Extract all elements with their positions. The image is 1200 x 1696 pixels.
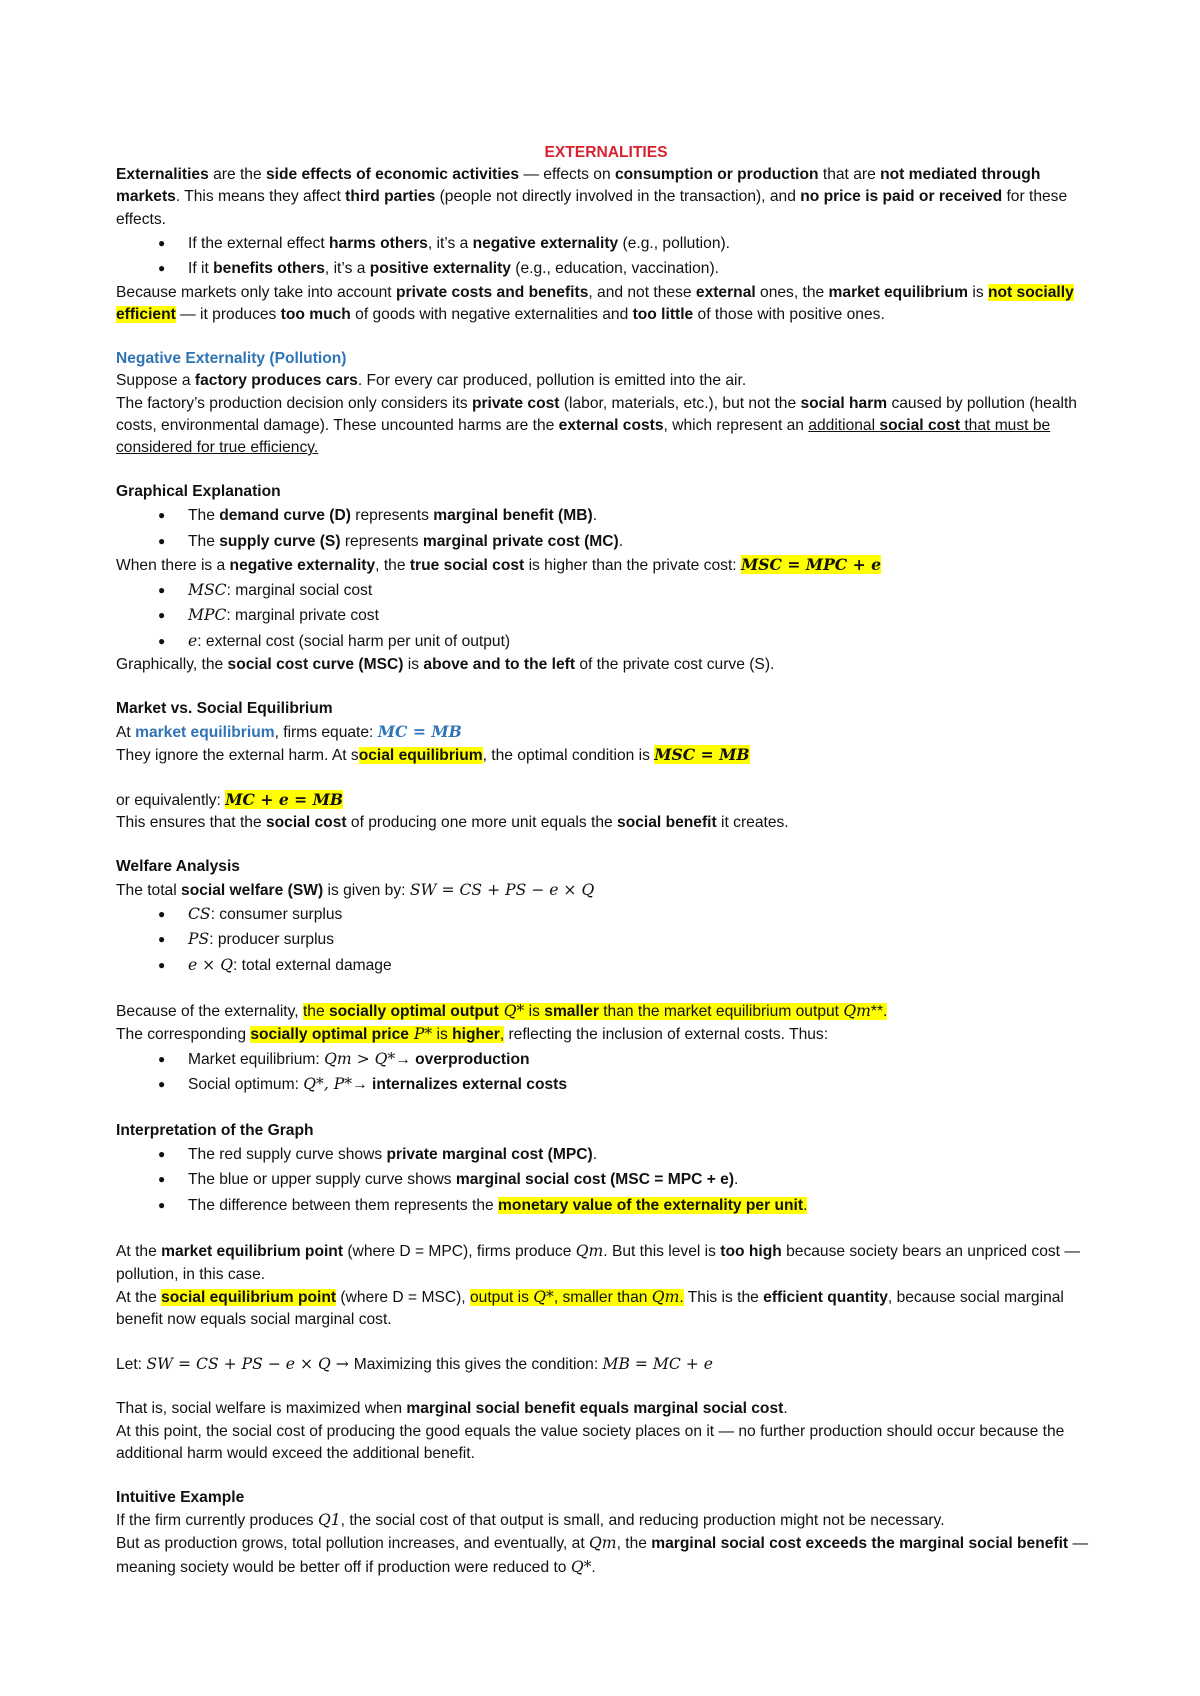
- document-title: EXTERNALITIES: [544, 144, 668, 161]
- text-span: Because of the externality,: [116, 1003, 303, 1021]
- interpretation-paragraph-4: At this point, the social cost of producing the good equals the value society places on it — no further production should occur because the additional harm would exceed the additional benefit.: [116, 1422, 1065, 1462]
- text-span: too little: [632, 306, 694, 324]
- highlight: not socially efficient: [116, 283, 1074, 324]
- text-span: market equilibrium: [135, 723, 275, 741]
- text-span: side effects of economic activities: [265, 166, 520, 184]
- text-span: private costs and benefits: [395, 283, 589, 301]
- text-span: The: [188, 507, 220, 525]
- text-span: is: [432, 1026, 453, 1044]
- welfare-summary-list: [116, 1047, 1096, 1098]
- text-span: marginal benefit (MB): [433, 507, 593, 525]
- text-span: output is: [469, 1288, 534, 1306]
- text-span: This is the: [683, 1288, 764, 1306]
- text-span: e × Q: [188, 955, 233, 974]
- text-span: , the: [616, 1535, 652, 1553]
- text-span: reflecting the inclusion of external costs. Thus:: [504, 1026, 829, 1044]
- graph-list: [116, 503, 1096, 554]
- text-span: represents: [350, 507, 434, 525]
- text-span: Q*: [498, 1002, 525, 1021]
- formula-mc-mb: MC = MB: [377, 721, 462, 741]
- text-span: , the: [375, 557, 410, 575]
- text-span: not mediated through markets: [116, 166, 1041, 206]
- text-span: The factory’s production decision only considers its: [116, 394, 472, 412]
- text-span: : marginal social cost: [226, 581, 373, 599]
- list-item: [188, 603, 1096, 629]
- text-span: social cost: [265, 814, 347, 832]
- list-item: [188, 902, 1096, 928]
- text-span: , it’s a: [427, 234, 473, 252]
- text-span: that must be considered for true efficiency.: [116, 416, 1051, 457]
- text-span: ,: [499, 1026, 505, 1044]
- text-span: supply curve (S): [219, 532, 341, 550]
- text-span: Qm: [651, 1287, 680, 1306]
- list-item: [188, 953, 1096, 979]
- text-span: market equilibrium point: [161, 1243, 344, 1261]
- text-span: negative externality: [229, 557, 376, 575]
- mvs-line-3: [116, 789, 1096, 812]
- text-span: If it: [188, 260, 214, 278]
- text-group: [303, 1003, 887, 1020]
- text-span: true social cost: [409, 557, 525, 575]
- text-span: monetary value of the externality per unit: [498, 1196, 804, 1214]
- interpretation-paragraph-3: [116, 1398, 1096, 1420]
- text-span: — it produces: [175, 306, 281, 324]
- text-span: PS: [188, 930, 210, 949]
- text-span: , because social marginal benefit now equals social marginal cost.: [116, 1288, 1064, 1328]
- text-span: →: [352, 1076, 372, 1094]
- text-span: They ignore the external harm. At s: [116, 746, 359, 764]
- text-span: (people not directly involved in the transaction), and: [435, 188, 801, 206]
- text-span: positive externality: [369, 260, 511, 278]
- text-span: of those with positive ones.: [693, 306, 885, 324]
- text-span: At the: [116, 1288, 162, 1306]
- text-span: private cost: [471, 394, 560, 412]
- text-span: marginal social cost (MSC = MPC + e): [455, 1171, 735, 1189]
- text-span: (where D = MSC),: [336, 1288, 470, 1306]
- text-span: Suppose a: [116, 372, 195, 390]
- text-span: it creates.: [716, 814, 789, 832]
- text-span: — effects on: [519, 166, 615, 184]
- text-span: external: [695, 283, 756, 301]
- list-item: [188, 927, 1096, 953]
- text-span: .: [591, 1558, 596, 1576]
- interpretation-paragraph-1: [116, 1240, 1096, 1285]
- text-span: private marginal cost (MPC): [386, 1145, 593, 1163]
- list-item: [188, 629, 1096, 655]
- text-span: social harm: [800, 394, 888, 412]
- text-span: negative externality: [472, 234, 619, 252]
- text-span: marginal private cost (MC): [422, 532, 619, 550]
- text-span: because society bears an unpriced cost — pollution, in this case.: [116, 1243, 1080, 1283]
- text-span: socially optimal output: [328, 1003, 499, 1021]
- graph-msc-paragraph: [116, 554, 1096, 577]
- intuitive-line-1: [116, 1509, 1096, 1532]
- welfare-definitions-list: [116, 902, 1096, 979]
- text-span: Qm: [843, 1002, 871, 1021]
- text-span: If the firm currently produces: [116, 1512, 318, 1530]
- text-span: MPC: [188, 606, 227, 625]
- text-group: [470, 1289, 684, 1306]
- text-span: **.: [870, 1003, 888, 1021]
- text-span: for these effects.: [116, 188, 1068, 228]
- text-span: demand curve (D): [219, 507, 351, 525]
- list-item: [188, 256, 1096, 282]
- welfare-paragraph-1: [116, 1000, 1096, 1023]
- text-span: (labor, materials, etc.), but not the: [559, 394, 801, 412]
- formula-msc: MSC = MPC + e: [740, 555, 882, 575]
- text-span: social equilibrium point: [161, 1288, 337, 1306]
- text-span: SW = CS + PS − e × Q →: [146, 1355, 354, 1374]
- text-span: of the private cost curve (S).: [575, 656, 775, 674]
- text-span: .: [803, 1196, 808, 1214]
- text-span: Qm: [575, 1242, 604, 1261]
- text-span: The corresponding: [116, 1026, 251, 1044]
- welfare-paragraph-2: [116, 1023, 1096, 1046]
- section-heading-market-vs-social: Market vs. Social Equilibrium: [116, 700, 333, 718]
- text-span: At: [116, 723, 136, 741]
- section-heading-graphical-explanation: Graphical Explanation: [116, 483, 281, 501]
- interpretation-paragraph-2: [116, 1286, 1096, 1331]
- text-span: Qm: [589, 1534, 617, 1553]
- text-span: is higher than the private cost:: [524, 557, 741, 575]
- text-span: This ensures that the: [116, 814, 266, 832]
- text-span: . This means they affect: [175, 188, 346, 206]
- text-span: But as production grows, total pollution increases, and eventually, at: [116, 1535, 589, 1553]
- text-span: represents: [340, 532, 423, 550]
- text-span: Graphically, the: [116, 656, 228, 674]
- text-span: , smaller than: [553, 1288, 652, 1306]
- text-span: overproduction: [415, 1050, 530, 1068]
- text-span: — meaning society would be better off if production were reduced to: [116, 1535, 1089, 1576]
- text-span: That is, social welfare is maximized when: [116, 1400, 407, 1418]
- text-span: Q*, P*: [303, 1075, 353, 1094]
- text-span: higher: [452, 1026, 500, 1044]
- text-span: ones, the: [755, 283, 829, 301]
- text-span: are the: [208, 166, 266, 184]
- intro-list: [116, 231, 1096, 282]
- text-span: too high: [720, 1243, 782, 1261]
- text-span: smaller: [544, 1003, 599, 1021]
- section-heading-negative-externality: Negative Externality (Pollution): [116, 350, 347, 368]
- text-span: factory produces cars: [194, 372, 358, 390]
- text-span: market equilibrium: [828, 283, 969, 301]
- negative-paragraph-2: [116, 393, 1096, 460]
- text-span: caused by pollution (health costs, environmental damage). These uncounted harms are the: [116, 394, 1077, 434]
- mvs-line-2: [116, 744, 1096, 767]
- section-heading-intuitive-example: Intuitive Example: [116, 1489, 245, 1506]
- text-span: The: [188, 532, 220, 550]
- text-span: .: [592, 1145, 598, 1163]
- text-span: : total external damage: [233, 956, 392, 974]
- text-span: P*: [408, 1025, 433, 1044]
- text-span: : marginal private cost: [226, 607, 379, 625]
- interpretation-formula-line: [116, 1353, 1096, 1376]
- text-span: .: [783, 1400, 788, 1418]
- text-span: social cost curve (MSC): [227, 656, 404, 674]
- list-item: [188, 1047, 1096, 1073]
- text-span: Because markets only take into account: [116, 283, 396, 301]
- text-span: At the: [116, 1243, 162, 1261]
- text-span: efficient quantity: [763, 1288, 888, 1306]
- text-group: [250, 1026, 504, 1043]
- list-item: [188, 1167, 1096, 1193]
- text-span: is: [524, 1003, 545, 1021]
- list-item: [188, 1072, 1096, 1098]
- text-span: .: [679, 1288, 684, 1306]
- text-span: Let:: [116, 1356, 147, 1374]
- mvs-line-4: [116, 812, 1096, 834]
- text-span: third parties: [345, 188, 436, 206]
- text-span: Qm > Q*: [324, 1049, 396, 1068]
- text-span: social cost: [879, 416, 961, 434]
- formula-sw: SW = CS + PS − e × Q: [409, 880, 595, 899]
- graph-position-paragraph: [116, 654, 1096, 676]
- text-span: internalizes external costs: [372, 1076, 568, 1094]
- welfare-line-1: [116, 879, 1096, 902]
- text-span: Maximizing this gives the condition:: [353, 1356, 603, 1374]
- text-span: of goods with negative externalities and: [350, 306, 633, 324]
- list-item: [188, 529, 1096, 555]
- text-span: consumption or production: [614, 166, 819, 184]
- text-span: ocial equilibrium: [358, 746, 483, 764]
- text-span: →: [395, 1050, 416, 1068]
- text-span: .: [734, 1171, 739, 1189]
- text-span: MSC: [188, 580, 227, 599]
- section-heading-welfare-analysis: Welfare Analysis: [116, 858, 240, 876]
- formula-msc-mb: MSC = MB: [654, 744, 750, 764]
- text-span: The red supply curve shows: [188, 1145, 387, 1163]
- negative-paragraph-1: [116, 370, 1096, 392]
- text-span: .: [592, 507, 598, 525]
- text-span: harms others: [329, 234, 428, 252]
- text-span: social welfare (SW): [181, 881, 324, 899]
- text-span: marginal social benefit equals marginal social cost: [406, 1400, 784, 1418]
- list-item: [188, 578, 1096, 604]
- formula-mc-e-mb: MC + e = MB: [225, 789, 344, 809]
- list-item: [188, 503, 1096, 529]
- intuitive-line-2: [116, 1532, 1096, 1578]
- text-span: .: [618, 532, 624, 550]
- text-span: social benefit: [617, 814, 717, 832]
- text-span: , the optimal condition is: [482, 746, 655, 764]
- text-span: , the social cost of that output is small, and reducing production might not be necessary.: [340, 1512, 945, 1530]
- text-span: , it’s a: [324, 260, 370, 278]
- text-span: , firms equate:: [274, 723, 378, 741]
- text-span: (e.g., pollution).: [618, 234, 731, 252]
- text-span: is: [403, 656, 424, 674]
- list-item: [188, 231, 1096, 257]
- text-span: above and to the left: [423, 656, 576, 674]
- text-span: The total: [116, 881, 182, 899]
- text-span: : producer surplus: [209, 931, 334, 949]
- text-span: Q*: [570, 1557, 592, 1576]
- text-span: is: [968, 283, 988, 301]
- section-heading-interpretation: Interpretation of the Graph: [116, 1121, 314, 1139]
- text-span: external costs: [558, 416, 664, 434]
- text-span: Q*: [533, 1287, 554, 1306]
- list-item: [188, 1142, 1096, 1168]
- text-span: : external cost (social harm per unit of output): [197, 632, 511, 650]
- text-span: The blue or upper supply curve shows: [188, 1171, 456, 1189]
- text-span: Externalities: [116, 166, 209, 184]
- text-span: , which represent an: [663, 416, 809, 434]
- text-span: . For every car produced, pollution is emitted into the air.: [357, 372, 747, 390]
- text-span: too much: [280, 306, 351, 324]
- text-span: Market equilibrium:: [188, 1050, 325, 1068]
- text-span: additional: [808, 416, 880, 434]
- text-span: : consumer surplus: [210, 905, 343, 923]
- text-span: (e.g., education, vaccination).: [510, 260, 720, 278]
- graph-definitions-list: [116, 578, 1096, 655]
- intro-paragraph: [116, 164, 1096, 231]
- text-span: benefits others: [213, 260, 325, 278]
- text-span: If the external effect: [188, 234, 330, 252]
- text-span: that are: [818, 166, 881, 184]
- text-span: is given by:: [323, 881, 410, 899]
- intro-efficiency-paragraph: [116, 282, 1096, 326]
- text-span: . But this level is: [603, 1243, 721, 1261]
- text-span: no price is paid or received: [800, 188, 1003, 206]
- text-span: or equivalently:: [116, 791, 226, 809]
- text-span: than the market equilibrium output: [598, 1003, 844, 1021]
- document-page: [116, 142, 1096, 1579]
- text-span: Social optimum:: [188, 1076, 304, 1094]
- text-span: marginal social cost exceeds the marginal social benefit: [651, 1535, 1069, 1553]
- text-span: e: [188, 631, 198, 650]
- mvs-line-1: [116, 721, 1096, 744]
- text-span: CS: [188, 904, 211, 923]
- text-span: When there is a: [116, 557, 230, 575]
- text-span: The difference between them represents the: [188, 1196, 499, 1214]
- list-item: [188, 1193, 1096, 1219]
- text-span: of producing one more unit equals the: [346, 814, 618, 832]
- interpretation-list: [116, 1142, 1096, 1219]
- text-span: socially optimal price: [250, 1026, 409, 1044]
- text-span: , and not these: [588, 283, 696, 301]
- text-span: Q1: [317, 1511, 341, 1530]
- text-span: (where D = MPC), firms produce: [343, 1243, 576, 1261]
- text-span: MB = MC + e: [602, 1355, 714, 1374]
- text-span: the: [302, 1003, 329, 1021]
